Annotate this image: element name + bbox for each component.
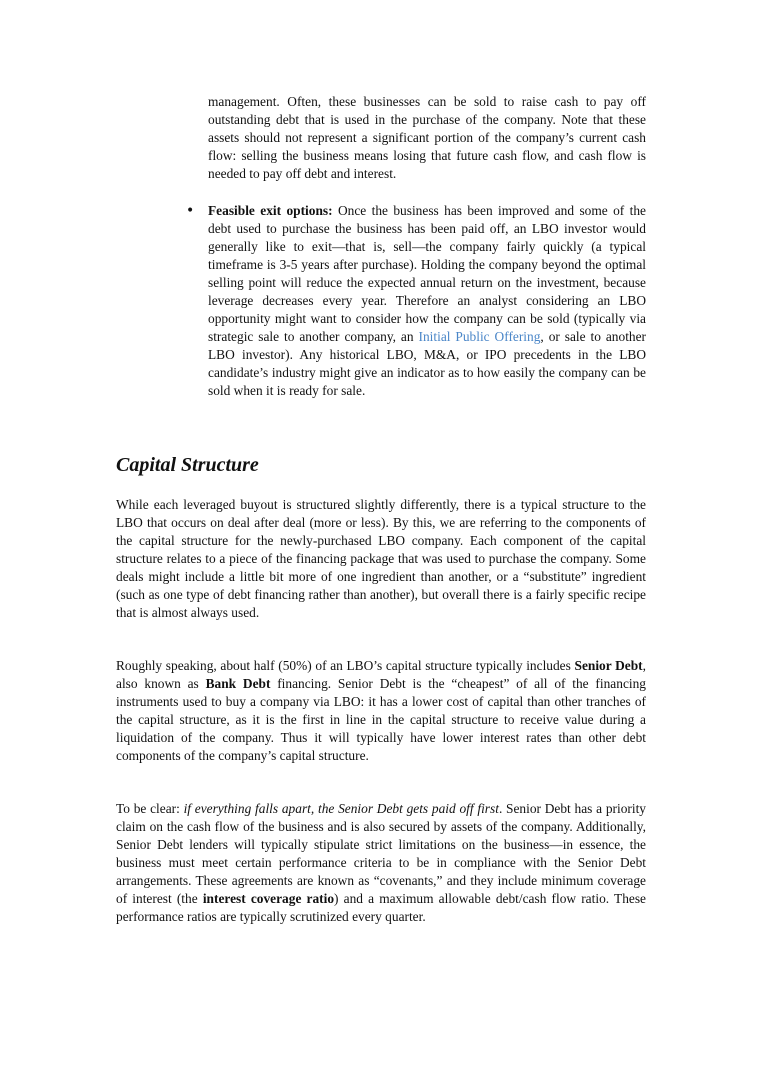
exit-text-after-link: , or sale to another LBO investor). Any historical LBO, M&A, or IPO precedents in the LBO candidate’s industry might give an indicator as to how easily the company can be sold when it is ready for sale. — [208, 329, 647, 398]
p3-text-2: . Senior Debt has a priority claim on the cash flow of the business and is also secured by assets of the company. Additionally, Senior Debt lenders will typically stipulate strict limitations on the business—in essence, the business must meet certain performance criteria to be in compliance with the Senior Debt arrangements. These agreements are known as “covenants,” and they include minimum coverage of interest (the — [116, 801, 646, 906]
bullet-continuation-text: management. Often, these businesses can be sold to raise cash to pay off outstanding debt that is used in the purchase of the company. Note that these assets should not represent a significant portion of the company’s current cash flow: selling the business means losing that future cash flow, and cash flow is needed to pay off debt and interest. — [208, 94, 646, 181]
exit-options-text — [208, 202, 646, 400]
section-heading: Capital Structure — [116, 454, 259, 476]
senior-debt-term: Senior Debt — [574, 658, 643, 673]
exit-options-title: Feasible exit options: — [208, 203, 333, 218]
paragraph-capital-structure-intro: While each leveraged buyout is structured slightly differently, there is a typical structure to the LBO that occurs on deal after deal (more or less). By this, we are referring to the components of the capital structure for the newly-purchased LBO company. Each component of the capital structure relates to a piece of the financing package that was used to purchase the company. Some deals might include a little bit more of one ingredient than another, or a “substitute” ingredient (such as one type of debt financing rather than another), but overall there is a fairly specific recipe that is almost always used. — [116, 497, 646, 620]
p2-text-3: financing. Senior Debt is the “cheapest” of all of the financing instruments used to buy a company via LBO: it has a lower cost of capital than other tranches of the capital structure, as it is the first in line in the capital structure to receive value during a liquidation of the company. Thus it will typically have lower interest rates than other debt components of the company’s capital structure. — [116, 676, 646, 763]
p3-text-3: ) and a maximum allowable debt/cash flow ratio. These performance ratios are typically scrutinized every quarter. — [116, 891, 646, 924]
bank-debt-term: Bank Debt — [205, 676, 271, 691]
p2-text-2: , also known as — [116, 658, 646, 691]
p2-text-1: Roughly speaking, about half (50%) of an LBO’s capital structure typically includes — [116, 658, 575, 673]
p3-text-1: To be clear: — [116, 801, 184, 816]
p3-italic-emphasis: if everything falls apart, the Senior Debt gets paid off first — [183, 801, 499, 816]
interest-coverage-ratio-term: interest coverage ratio — [202, 891, 335, 906]
exit-options-bullet — [186, 202, 646, 400]
paragraph-senior-debt — [116, 657, 646, 765]
ipo-link[interactable]: Initial Public Offering — [418, 329, 541, 344]
paragraph-senior-debt-priority — [116, 800, 646, 926]
bullet-icon: • — [186, 203, 195, 219]
exit-text-before-link: Once the business has been improved and some of the debt used to purchase the business has been paid off, an LBO investor would generally like to exit—that is, sell—the company fairly quickly (a typical timeframe is 3-5 years after purchase). Holding the company beyond the optimal selling point will reduce the expected annual return on the investment, because leverage decreases every year. Therefore an analyst considering an LBO opportunity might want to consider how the company can be sold (typically via strategic sale to another company, an — [208, 203, 647, 344]
